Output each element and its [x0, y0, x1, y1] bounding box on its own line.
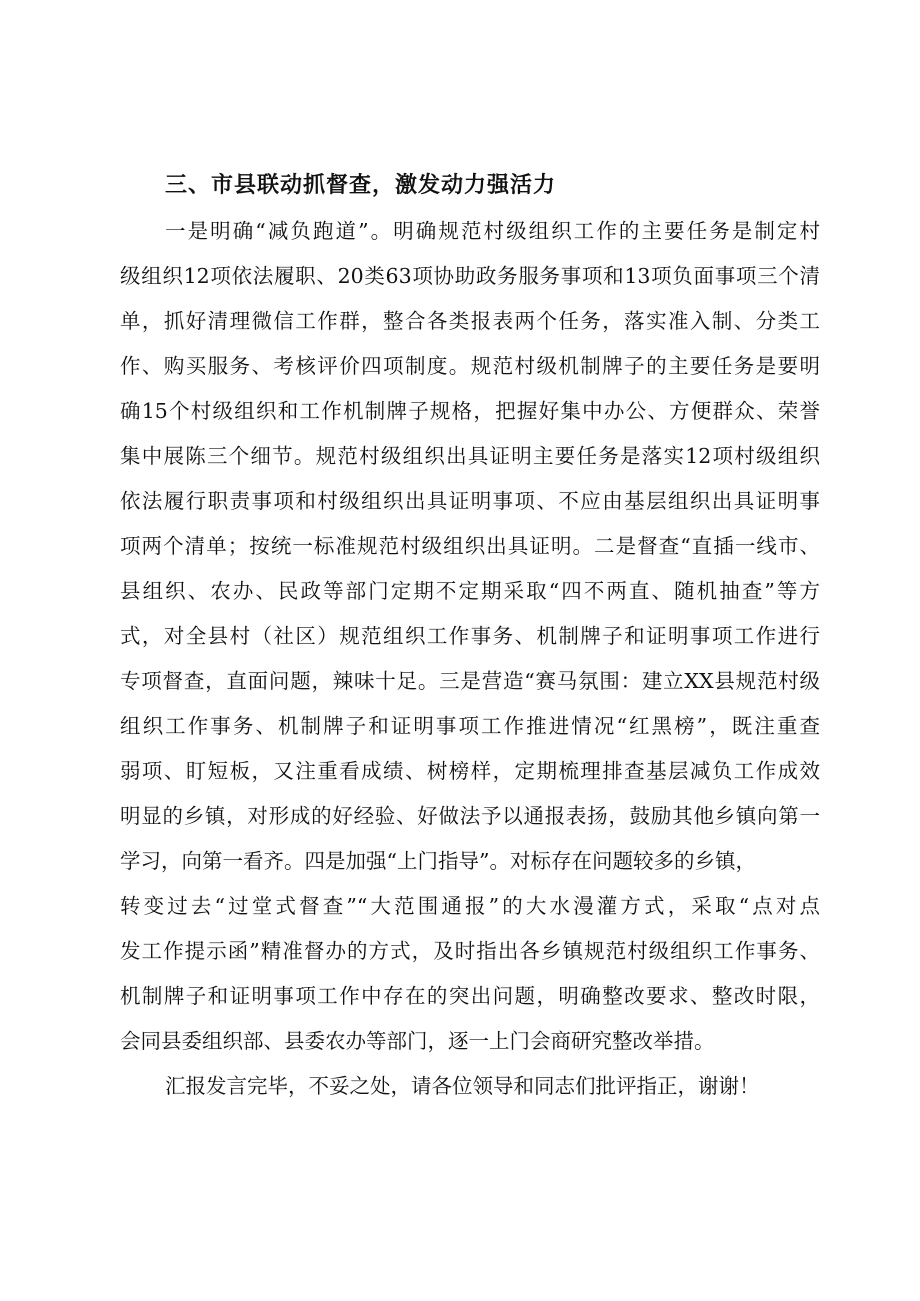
paragraph-line: 县组织、农办、民政等部门定期不定期采取“四不两直、随机抽查”等方 — [120, 579, 820, 603]
paragraph-line: 学习，向第一看齐。四是加强“上门指导”。对标存在问题较多的乡镇， — [120, 849, 756, 873]
paragraph-line: 明显的乡镇，对形成的好经验、好做法予以通报表扬，鼓励其他乡镇向第一 — [120, 804, 820, 828]
closing-remark: 汇报发言完毕，不妥之处，请各位领导和同志们批评指正，谢谢！ — [165, 1074, 760, 1098]
paragraph-line: 会同县委组织部、县委农办等部门，逐一上门会商研究整改举措。 — [120, 1029, 715, 1053]
paragraph-line: 确15个村级组织和工作机制牌子规格，把握好集中办公、方便群众、荣誉 — [120, 399, 820, 423]
paragraph-line: 作、购买服务、考核评价四项制度。规范村级机制牌子的主要任务是要明 — [120, 354, 820, 378]
paragraph-line: 级组织12项依法履职、20类63项协助政务服务事项和13项负面事项三个清 — [120, 264, 820, 288]
section-heading: 三、市县联动抓督查，激发动力强活力 — [165, 173, 557, 198]
paragraph-line: 机制牌子和证明事项工作中存在的突出问题，明确整改要求、整改时限， — [120, 984, 820, 1008]
paragraph-line: 转变过去“过堂式督查”“大范围通报”的大水漫灌方式，采取“点对点 — [120, 894, 820, 918]
paragraph-line: 集中展陈三个细节。规范村级组织出具证明主要任务是落实12项村级组织 — [120, 444, 820, 468]
paragraph-line: 依法履行职责事项和村级组织出具证明事项、不应由基层组织出具证明事 — [120, 489, 820, 513]
paragraph-line: 组织工作事务、机制牌子和证明事项工作推进情况“红黑榜”，既注重查 — [120, 714, 820, 738]
paragraph-line: 一是明确“减负跑道”。明确规范村级组织工作的主要任务是制定村 — [165, 219, 820, 243]
paragraph-line: 式，对全县村（社区）规范组织工作事务、机制牌子和证明事项工作进行 — [120, 624, 820, 648]
paragraph-line: 弱项、盯短板，又注重看成绩、树榜样，定期梳理排查基层减负工作成效 — [120, 759, 820, 783]
paragraph-line: 专项督查，直面问题，辣味十足。三是营造“赛马氛围：建立XX县规范村级 — [120, 669, 820, 693]
paragraph-line: 发工作提示函”精准督办的方式，及时指出各乡镇规范村级组织工作事务、 — [120, 939, 820, 963]
paragraph-line: 单，抓好清理微信工作群，整合各类报表两个任务，落实准入制、分类工 — [120, 309, 820, 333]
paragraph-line: 项两个清单；按统一标准规范村级组织出具证明。二是督查“直插一线市、 — [120, 534, 820, 558]
